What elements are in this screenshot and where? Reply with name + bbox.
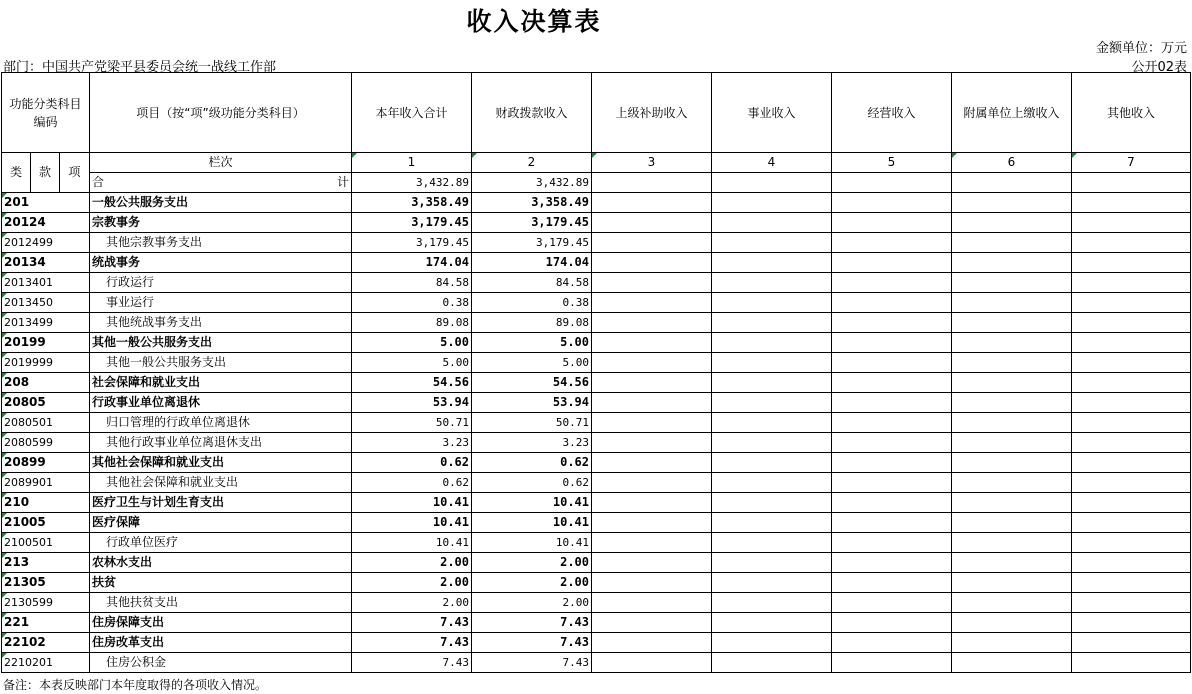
row-code: 21005 [2, 513, 90, 533]
row-col-3 [592, 393, 712, 413]
table-row [2, 333, 1191, 353]
row-col-3 [592, 653, 712, 673]
row-col-7 [1072, 233, 1191, 253]
row-col-1: 0.62 [352, 473, 472, 493]
row-col-3 [592, 353, 712, 373]
row-item-name: 其他统战事务支出 [90, 313, 352, 333]
row-col-7 [1072, 453, 1191, 473]
col-number-7: 7 [1072, 153, 1191, 173]
row-col-1: 7.43 [352, 653, 472, 673]
row-col-1: 50.71 [352, 413, 472, 433]
row-col-7 [1072, 213, 1191, 233]
row-col-7 [1072, 293, 1191, 313]
row-code: 2210201 [2, 653, 90, 673]
row-col-6 [952, 413, 1072, 433]
row-col-7 [1072, 413, 1191, 433]
table-row [2, 233, 1191, 253]
row-col-3 [592, 633, 712, 653]
row-col-6 [952, 613, 1072, 633]
row-col-4 [712, 433, 832, 453]
col-number-4: 4 [712, 153, 832, 173]
row-item-name: 行政单位医疗 [90, 533, 352, 553]
row-col-5 [832, 513, 952, 533]
row-col-7 [1072, 193, 1191, 213]
row-col-4 [712, 473, 832, 493]
row-col-7 [1072, 513, 1191, 533]
row-col-6 [952, 433, 1072, 453]
row-col-3 [592, 233, 712, 253]
row-col-1: 53.94 [352, 393, 472, 413]
row-col-7 [1072, 393, 1191, 413]
table-row [2, 373, 1191, 393]
row-col-5 [832, 633, 952, 653]
row-col-4 [712, 253, 832, 273]
row-code: 20134 [2, 253, 90, 273]
row-col-6 [952, 253, 1072, 273]
row-col-3 [592, 273, 712, 293]
row-item-name: 住房公积金 [90, 653, 352, 673]
row-code: 2013401 [2, 273, 90, 293]
row-col-3 [592, 253, 712, 273]
row-col-2: 2.00 [472, 593, 592, 613]
row-item-name: 其他行政事业单位离退休支出 [90, 433, 352, 453]
row-code: 20199 [2, 333, 90, 353]
row-col-2: 10.41 [472, 493, 592, 513]
row-col-5 [832, 293, 952, 313]
total-col-2: 3,432.89 [472, 173, 592, 193]
row-col-3 [592, 593, 712, 613]
row-col-4 [712, 293, 832, 313]
row-col-5 [832, 533, 952, 553]
row-col-6 [952, 393, 1072, 413]
row-col-5 [832, 353, 952, 373]
table-row [2, 573, 1191, 593]
row-code: 2019999 [2, 353, 90, 373]
row-col-4 [712, 353, 832, 373]
row-item-name: 住房改革支出 [90, 633, 352, 653]
total-col-5 [832, 173, 952, 193]
row-code: 2080501 [2, 413, 90, 433]
row-col-6 [952, 593, 1072, 613]
row-item-name: 其他扶贫支出 [90, 593, 352, 613]
row-col-4 [712, 233, 832, 253]
row-item-name: 宗教事务 [90, 213, 352, 233]
row-col-4 [712, 413, 832, 433]
row-col-5 [832, 393, 952, 413]
table-row [2, 413, 1191, 433]
row-col-2: 3,179.45 [472, 213, 592, 233]
row-code: 2080599 [2, 433, 90, 453]
row-col-7 [1072, 553, 1191, 573]
row-col-5 [832, 373, 952, 393]
row-col-4 [712, 273, 832, 293]
row-col-5 [832, 273, 952, 293]
row-col-5 [832, 573, 952, 593]
row-col-2: 10.41 [472, 533, 592, 553]
row-code: 20124 [2, 213, 90, 233]
row-col-6 [952, 653, 1072, 673]
row-item-name: 统战事务 [90, 253, 352, 273]
row-item-name: 行政事业单位离退休 [90, 393, 352, 413]
row-col-3 [592, 513, 712, 533]
row-col-5 [832, 553, 952, 573]
table-row [2, 273, 1191, 293]
row-col-5 [832, 473, 952, 493]
row-col-2: 10.41 [472, 513, 592, 533]
row-item-name: 其他宗教事务支出 [90, 233, 352, 253]
row-col-2: 174.04 [472, 253, 592, 273]
row-col-2: 7.43 [472, 613, 592, 633]
row-col-1: 89.08 [352, 313, 472, 333]
header-col-6: 附属单位上缴收入 [952, 73, 1072, 153]
table-row [2, 493, 1191, 513]
row-col-1: 3.23 [352, 433, 472, 453]
header-lei: 类 [2, 153, 31, 193]
row-col-3 [592, 473, 712, 493]
row-col-5 [832, 593, 952, 613]
row-col-5 [832, 433, 952, 453]
row-col-5 [832, 253, 952, 273]
header-lanci: 栏次 [90, 153, 352, 173]
table-row [2, 293, 1191, 313]
amount-unit: 金额单位：万元 [1095, 41, 1187, 56]
row-col-1: 2.00 [352, 593, 472, 613]
row-col-1: 0.38 [352, 293, 472, 313]
row-col-7 [1072, 633, 1191, 653]
table-row [2, 513, 1191, 533]
table-row [2, 593, 1191, 613]
row-item-name: 其他一般公共服务支出 [90, 333, 352, 353]
row-code: 21305 [2, 573, 90, 593]
row-code: 213 [2, 553, 90, 573]
total-col-1: 3,432.89 [352, 173, 472, 193]
row-col-2: 50.71 [472, 413, 592, 433]
row-col-5 [832, 213, 952, 233]
header-col-7: 其他收入 [1072, 73, 1191, 153]
row-col-7 [1072, 273, 1191, 293]
table-row [2, 193, 1191, 213]
row-col-1: 5.00 [352, 353, 472, 373]
row-col-5 [832, 653, 952, 673]
row-item-name: 其他社会保障和就业支出 [90, 453, 352, 473]
row-col-6 [952, 293, 1072, 313]
row-col-7 [1072, 493, 1191, 513]
row-col-2: 0.62 [472, 453, 592, 473]
row-col-3 [592, 573, 712, 593]
row-col-5 [832, 313, 952, 333]
row-col-7 [1072, 573, 1191, 593]
row-col-7 [1072, 533, 1191, 553]
row-col-2: 5.00 [472, 333, 592, 353]
row-col-3 [592, 433, 712, 453]
table-row [2, 453, 1191, 473]
row-col-7 [1072, 333, 1191, 353]
row-code: 208 [2, 373, 90, 393]
row-col-2: 89.08 [472, 313, 592, 333]
table-row [2, 533, 1191, 553]
total-col-6 [952, 173, 1072, 193]
row-col-2: 5.00 [472, 353, 592, 373]
row-code: 2089901 [2, 473, 90, 493]
header-code: 功能分类科目编码 [2, 73, 90, 153]
row-col-1: 3,358.49 [352, 193, 472, 213]
department-label: 部门：中国共产党梁平县委员会统一战线工作部 [3, 60, 277, 75]
table-row [2, 253, 1191, 273]
row-col-3 [592, 453, 712, 473]
header-xiang: 项 [60, 153, 90, 193]
table-row [2, 613, 1191, 633]
row-item-name: 医疗保障 [90, 513, 352, 533]
row-col-1: 54.56 [352, 373, 472, 393]
row-col-7 [1072, 473, 1191, 493]
row-col-6 [952, 553, 1072, 573]
row-col-5 [832, 453, 952, 473]
row-code: 221 [2, 613, 90, 633]
row-code: 2100501 [2, 533, 90, 553]
row-col-4 [712, 593, 832, 613]
row-col-7 [1072, 593, 1191, 613]
header-col-2: 财政拨款收入 [472, 73, 592, 153]
row-col-6 [952, 533, 1072, 553]
col-number-1: 1 [352, 153, 472, 173]
row-col-4 [712, 393, 832, 413]
row-col-6 [952, 453, 1072, 473]
row-col-4 [712, 313, 832, 333]
row-item-name: 其他社会保障和就业支出 [90, 473, 352, 493]
row-code: 2130599 [2, 593, 90, 613]
row-item-name: 医疗卫生与计划生育支出 [90, 493, 352, 513]
row-item-name: 住房保障支出 [90, 613, 352, 633]
row-col-5 [832, 493, 952, 513]
row-col-1: 84.58 [352, 273, 472, 293]
row-code: 201 [2, 193, 90, 213]
total-row [2, 173, 1191, 193]
row-col-3 [592, 213, 712, 233]
row-col-6 [952, 473, 1072, 493]
table-row [2, 633, 1191, 653]
income-table [1, 72, 1191, 673]
row-col-4 [712, 533, 832, 553]
header-item: 项目（按“项”级功能分类科目） [90, 73, 352, 153]
row-col-6 [952, 633, 1072, 653]
row-col-7 [1072, 353, 1191, 373]
row-col-4 [712, 193, 832, 213]
row-item-name: 归口管理的行政单位离退休 [90, 413, 352, 433]
row-col-6 [952, 333, 1072, 353]
row-col-3 [592, 613, 712, 633]
row-item-name: 一般公共服务支出 [90, 193, 352, 213]
row-col-6 [952, 213, 1072, 233]
row-col-4 [712, 213, 832, 233]
row-col-3 [592, 373, 712, 393]
row-col-3 [592, 493, 712, 513]
row-col-4 [712, 453, 832, 473]
row-col-2: 2.00 [472, 573, 592, 593]
row-col-4 [712, 493, 832, 513]
table-row [2, 653, 1191, 673]
row-item-name: 扶贫 [90, 573, 352, 593]
row-col-6 [952, 573, 1072, 593]
row-col-4 [712, 613, 832, 633]
row-col-2: 3.23 [472, 433, 592, 453]
row-item-name: 农林水支出 [90, 553, 352, 573]
total-col-7 [1072, 173, 1191, 193]
total-label-cell [90, 173, 352, 193]
row-col-5 [832, 613, 952, 633]
row-col-3 [592, 533, 712, 553]
col-number-6: 6 [952, 153, 1072, 173]
total-col-3 [592, 173, 712, 193]
row-col-5 [832, 193, 952, 213]
table-row [2, 313, 1191, 333]
row-col-1: 174.04 [352, 253, 472, 273]
row-item-name: 行政运行 [90, 273, 352, 293]
row-col-6 [952, 353, 1072, 373]
col-number-2: 2 [472, 153, 592, 173]
row-col-6 [952, 493, 1072, 513]
total-label-right: 计 [336, 175, 349, 189]
row-col-2: 2.00 [472, 553, 592, 573]
row-item-name: 事业运行 [90, 293, 352, 313]
row-code: 210 [2, 493, 90, 513]
row-col-6 [952, 313, 1072, 333]
row-col-2: 0.62 [472, 473, 592, 493]
col-number-5: 5 [832, 153, 952, 173]
total-label-left: 合 [92, 175, 105, 189]
header-col-1: 本年收入合计 [352, 73, 472, 153]
row-col-3 [592, 553, 712, 573]
row-col-7 [1072, 433, 1191, 453]
header-col-3: 上级补助收入 [592, 73, 712, 153]
row-code: 20899 [2, 453, 90, 473]
row-col-1: 5.00 [352, 333, 472, 353]
header-row [2, 73, 1191, 153]
row-col-7 [1072, 373, 1191, 393]
table-row [2, 473, 1191, 493]
table-row [2, 213, 1191, 233]
row-col-5 [832, 333, 952, 353]
row-col-4 [712, 513, 832, 533]
row-code: 22102 [2, 633, 90, 653]
row-col-2: 53.94 [472, 393, 592, 413]
row-col-1: 7.43 [352, 613, 472, 633]
row-col-2: 3,358.49 [472, 193, 592, 213]
row-col-2: 7.43 [472, 633, 592, 653]
row-col-4 [712, 333, 832, 353]
table-number: 公开02表 [1131, 60, 1187, 75]
row-col-1: 2.00 [352, 573, 472, 593]
footer-note: 备注：本表反映部门本年度取得的各项收入情况。 [3, 678, 268, 692]
row-col-7 [1072, 653, 1191, 673]
row-col-1: 10.41 [352, 493, 472, 513]
row-col-6 [952, 233, 1072, 253]
row-col-2: 54.56 [472, 373, 592, 393]
row-code: 20805 [2, 393, 90, 413]
row-col-2: 3,179.45 [472, 233, 592, 253]
header-kuan: 款 [31, 153, 60, 193]
row-col-6 [952, 273, 1072, 293]
row-col-1: 3,179.45 [352, 213, 472, 233]
row-code: 2013450 [2, 293, 90, 313]
row-col-7 [1072, 313, 1191, 333]
table-row [2, 393, 1191, 413]
row-item-name: 其他一般公共服务支出 [90, 353, 352, 373]
row-col-4 [712, 373, 832, 393]
row-code: 2013499 [2, 313, 90, 333]
row-col-4 [712, 653, 832, 673]
row-col-1: 3,179.45 [352, 233, 472, 253]
table-row [2, 433, 1191, 453]
page-title: 收入决算表 [466, 7, 602, 36]
table-row [2, 353, 1191, 373]
row-col-1: 0.62 [352, 453, 472, 473]
row-col-2: 0.38 [472, 293, 592, 313]
row-col-4 [712, 633, 832, 653]
col-number-3: 3 [592, 153, 712, 173]
subheader-row [2, 153, 1191, 173]
row-col-2: 84.58 [472, 273, 592, 293]
row-col-3 [592, 293, 712, 313]
row-item-name: 社会保障和就业支出 [90, 373, 352, 393]
row-col-5 [832, 413, 952, 433]
row-col-7 [1072, 253, 1191, 273]
header-col-5: 经营收入 [832, 73, 952, 153]
total-col-4 [712, 173, 832, 193]
row-col-6 [952, 513, 1072, 533]
row-col-1: 10.41 [352, 533, 472, 553]
row-col-1: 7.43 [352, 633, 472, 653]
row-col-2: 7.43 [472, 653, 592, 673]
row-col-7 [1072, 613, 1191, 633]
row-col-3 [592, 333, 712, 353]
row-col-3 [592, 313, 712, 333]
row-col-1: 2.00 [352, 553, 472, 573]
header-col-4: 事业收入 [712, 73, 832, 153]
row-col-6 [952, 193, 1072, 213]
row-col-4 [712, 553, 832, 573]
row-col-3 [592, 193, 712, 213]
row-col-5 [832, 233, 952, 253]
row-code: 2012499 [2, 233, 90, 253]
row-col-3 [592, 413, 712, 433]
table-row [2, 553, 1191, 573]
row-col-6 [952, 373, 1072, 393]
row-col-1: 10.41 [352, 513, 472, 533]
row-col-4 [712, 573, 832, 593]
